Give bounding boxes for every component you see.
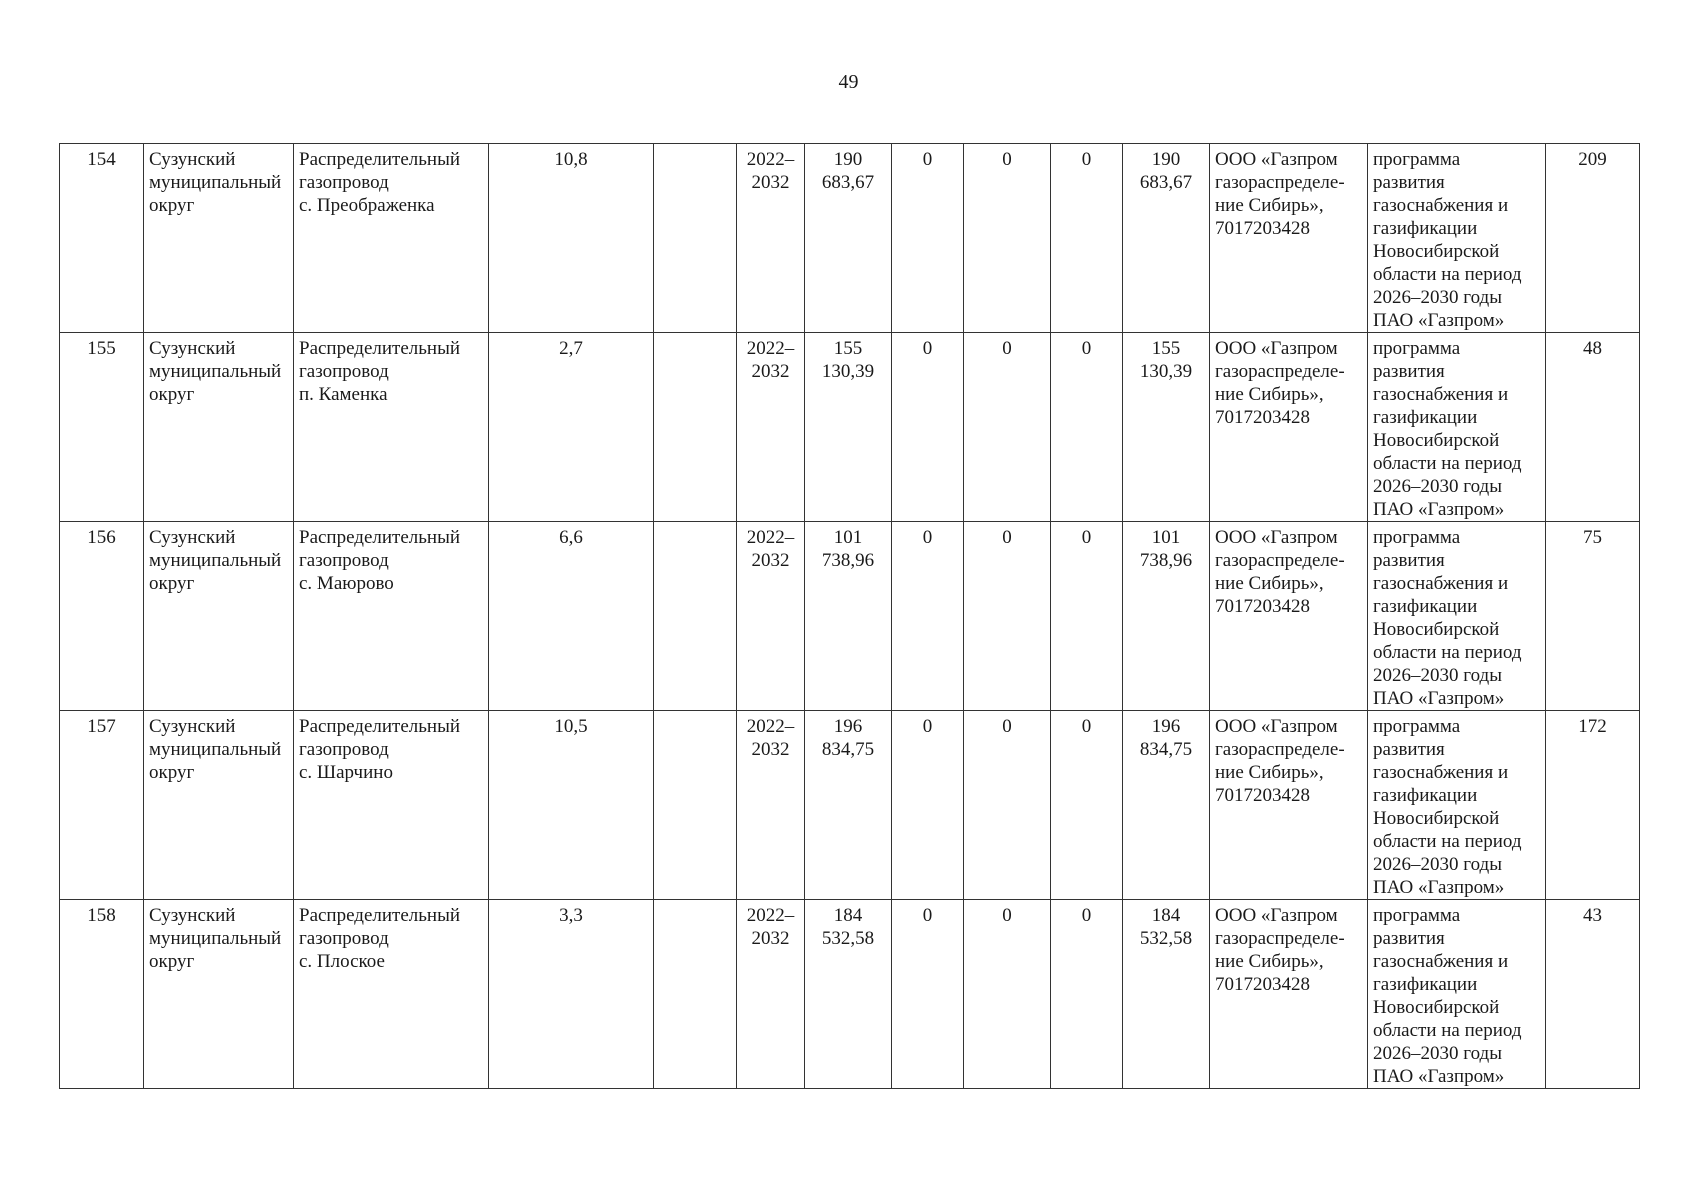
cell-district-line: муниципальный bbox=[149, 739, 282, 760]
cell-program-line: газоснабжения и bbox=[1373, 951, 1509, 972]
cell-district-line: Сузунский bbox=[149, 527, 236, 548]
cell-operator-line: газораспределе- bbox=[1215, 172, 1345, 193]
cell-program-line: программа bbox=[1373, 338, 1461, 359]
cell-object-line: Распределительный bbox=[299, 527, 461, 548]
cell-program-line: ПАО «Газпром» bbox=[1373, 499, 1505, 520]
cell-program-line: газоснабжения и bbox=[1373, 762, 1509, 783]
cell-program bbox=[1368, 522, 1546, 711]
cell-district-line: округ bbox=[149, 573, 195, 594]
cell-value-4-line: 184 bbox=[1151, 905, 1181, 926]
data-table bbox=[59, 143, 1640, 1089]
cell-period bbox=[737, 900, 805, 1089]
cell-period-line: 2032 bbox=[751, 739, 790, 760]
cell-program-line: газоснабжения и bbox=[1373, 195, 1509, 216]
table-row bbox=[60, 333, 1640, 522]
cell-district-line: округ bbox=[149, 762, 195, 783]
cell-value-3: 0 bbox=[1051, 144, 1123, 333]
cell-program-line: 2026–2030 годы bbox=[1373, 1043, 1502, 1064]
cell-district-line: Сузунский bbox=[149, 149, 236, 170]
cell-value-4-line: 101 bbox=[1151, 527, 1181, 548]
cell-object bbox=[294, 522, 489, 711]
cell-program bbox=[1368, 333, 1546, 522]
cell-program-line: области на период bbox=[1373, 264, 1522, 285]
cell-object-line: газопровод bbox=[299, 550, 389, 571]
cell-operator bbox=[1210, 900, 1368, 1089]
cell-program bbox=[1368, 711, 1546, 900]
cell-last: 209 bbox=[1546, 144, 1640, 333]
cell-object-line: газопровод bbox=[299, 172, 389, 193]
cell-row-number: 157 bbox=[60, 711, 144, 900]
cell-object-line: с. Шарчино bbox=[299, 762, 393, 783]
cell-object-line: с. Плоское bbox=[299, 951, 385, 972]
cell-program bbox=[1368, 144, 1546, 333]
cell-district-line: округ bbox=[149, 195, 195, 216]
cell-operator-line: 7017203428 bbox=[1215, 974, 1310, 995]
cell-program-line: Новосибирской bbox=[1373, 241, 1500, 262]
cell-value-4-line: 155 bbox=[1151, 338, 1181, 359]
cell-row-number: 156 bbox=[60, 522, 144, 711]
cell-operator-line: газораспределе- bbox=[1215, 550, 1345, 571]
cell-operator-line: 7017203428 bbox=[1215, 785, 1310, 806]
cell-total bbox=[805, 711, 892, 900]
cell-district bbox=[144, 333, 294, 522]
cell-program-line: ПАО «Газпром» bbox=[1373, 310, 1505, 331]
cell-object-line: газопровод bbox=[299, 361, 389, 382]
cell-total-line: 101 bbox=[833, 527, 863, 548]
cell-value-3: 0 bbox=[1051, 522, 1123, 711]
cell-program-line: развития bbox=[1373, 172, 1445, 193]
cell-value-3: 0 bbox=[1051, 333, 1123, 522]
cell-period bbox=[737, 711, 805, 900]
page-number: 49 bbox=[838, 71, 859, 93]
cell-district-line: муниципальный bbox=[149, 361, 282, 382]
cell-object bbox=[294, 144, 489, 333]
cell-operator bbox=[1210, 711, 1368, 900]
cell-total-line: 184 bbox=[833, 905, 863, 926]
cell-program-line: программа bbox=[1373, 716, 1461, 737]
cell-program-line: газификации bbox=[1373, 218, 1478, 239]
cell-operator-line: газораспределе- bbox=[1215, 361, 1345, 382]
cell-period-line: 2032 bbox=[751, 928, 790, 949]
cell-value-1: 0 bbox=[892, 144, 964, 333]
cell-value-4 bbox=[1123, 711, 1210, 900]
cell-value-4 bbox=[1123, 144, 1210, 333]
cell-program-line: ПАО «Газпром» bbox=[1373, 688, 1505, 709]
cell-object bbox=[294, 711, 489, 900]
cell-operator-line: 7017203428 bbox=[1215, 218, 1310, 239]
cell-period-line: 2022– bbox=[746, 149, 795, 170]
cell-operator bbox=[1210, 144, 1368, 333]
cell-empty bbox=[654, 900, 737, 1089]
cell-total-line: 190 bbox=[833, 149, 863, 170]
cell-value-4-line: 834,75 bbox=[1139, 739, 1193, 760]
cell-district bbox=[144, 900, 294, 1089]
cell-operator-line: ние Сибирь», bbox=[1215, 573, 1324, 594]
cell-object-line: с. Преображенка bbox=[299, 195, 435, 216]
cell-program-line: Новосибирской bbox=[1373, 619, 1500, 640]
cell-operator-line: ООО «Газпром bbox=[1215, 338, 1338, 359]
cell-period-line: 2032 bbox=[751, 361, 790, 382]
cell-object-line: Распределительный bbox=[299, 149, 461, 170]
cell-operator-line: ООО «Газпром bbox=[1215, 716, 1338, 737]
cell-operator-line: ООО «Газпром bbox=[1215, 527, 1338, 548]
cell-district-line: муниципальный bbox=[149, 550, 282, 571]
cell-period bbox=[737, 522, 805, 711]
cell-period bbox=[737, 333, 805, 522]
cell-period-line: 2032 bbox=[751, 550, 790, 571]
cell-period-line: 2022– bbox=[746, 527, 795, 548]
cell-total-line: 834,75 bbox=[821, 739, 875, 760]
cell-value-4-line: 196 bbox=[1151, 716, 1181, 737]
cell-program-line: ПАО «Газпром» bbox=[1373, 1066, 1505, 1087]
cell-last: 48 bbox=[1546, 333, 1640, 522]
cell-value-4-line: 190 bbox=[1151, 149, 1181, 170]
cell-total bbox=[805, 900, 892, 1089]
cell-object bbox=[294, 333, 489, 522]
cell-empty bbox=[654, 711, 737, 900]
cell-value-1: 0 bbox=[892, 333, 964, 522]
cell-length: 6,6 bbox=[489, 522, 654, 711]
cell-total-line: 196 bbox=[833, 716, 863, 737]
cell-row-number: 155 bbox=[60, 333, 144, 522]
cell-program-line: ПАО «Газпром» bbox=[1373, 877, 1505, 898]
cell-value-3: 0 bbox=[1051, 900, 1123, 1089]
cell-program-line: области на период bbox=[1373, 831, 1522, 852]
cell-value-2: 0 bbox=[964, 333, 1051, 522]
cell-empty bbox=[654, 333, 737, 522]
table-row bbox=[60, 144, 1640, 333]
cell-program-line: 2026–2030 годы bbox=[1373, 854, 1502, 875]
cell-object-line: п. Каменка bbox=[299, 384, 388, 405]
cell-total-line: 683,67 bbox=[821, 172, 875, 193]
cell-program-line: 2026–2030 годы bbox=[1373, 287, 1502, 308]
cell-program-line: 2026–2030 годы bbox=[1373, 665, 1502, 686]
cell-last: 43 bbox=[1546, 900, 1640, 1089]
cell-program-line: программа bbox=[1373, 905, 1461, 926]
cell-last: 75 bbox=[1546, 522, 1640, 711]
cell-operator-line: 7017203428 bbox=[1215, 596, 1310, 617]
cell-empty bbox=[654, 522, 737, 711]
cell-program-line: развития bbox=[1373, 550, 1445, 571]
cell-period-line: 2032 bbox=[751, 172, 790, 193]
cell-program-line: газификации bbox=[1373, 596, 1478, 617]
cell-district-line: муниципальный bbox=[149, 928, 282, 949]
cell-operator-line: ние Сибирь», bbox=[1215, 762, 1324, 783]
cell-object-line: с. Маюрово bbox=[299, 573, 394, 594]
cell-object-line: газопровод bbox=[299, 928, 389, 949]
cell-value-4 bbox=[1123, 333, 1210, 522]
cell-district bbox=[144, 522, 294, 711]
cell-program-line: Новосибирской bbox=[1373, 430, 1500, 451]
cell-district-line: округ bbox=[149, 384, 195, 405]
cell-value-2: 0 bbox=[964, 522, 1051, 711]
cell-operator-line: ООО «Газпром bbox=[1215, 905, 1338, 926]
cell-district-line: Сузунский bbox=[149, 905, 236, 926]
cell-operator-line: ние Сибирь», bbox=[1215, 951, 1324, 972]
cell-value-4-line: 738,96 bbox=[1139, 550, 1193, 571]
cell-value-2: 0 bbox=[964, 900, 1051, 1089]
cell-row-number: 154 bbox=[60, 144, 144, 333]
cell-length: 2,7 bbox=[489, 333, 654, 522]
cell-district bbox=[144, 711, 294, 900]
cell-operator-line: газораспределе- bbox=[1215, 928, 1345, 949]
cell-value-1: 0 bbox=[892, 522, 964, 711]
cell-length: 10,8 bbox=[489, 144, 654, 333]
cell-object-line: Распределительный bbox=[299, 716, 461, 737]
cell-operator-line: ние Сибирь», bbox=[1215, 384, 1324, 405]
cell-value-4-line: 683,67 bbox=[1139, 172, 1193, 193]
cell-value-1: 0 bbox=[892, 711, 964, 900]
cell-value-2: 0 bbox=[964, 144, 1051, 333]
cell-program-line: газификации bbox=[1373, 974, 1478, 995]
cell-empty bbox=[654, 144, 737, 333]
cell-district-line: округ bbox=[149, 951, 195, 972]
cell-object-line: Распределительный bbox=[299, 338, 461, 359]
cell-program-line: развития bbox=[1373, 928, 1445, 949]
cell-value-4 bbox=[1123, 900, 1210, 1089]
cell-object-line: Распределительный bbox=[299, 905, 461, 926]
table-row bbox=[60, 522, 1640, 711]
table-row bbox=[60, 711, 1640, 900]
cell-value-4-line: 130,39 bbox=[1139, 361, 1193, 382]
cell-district bbox=[144, 144, 294, 333]
cell-period-line: 2022– bbox=[746, 905, 795, 926]
cell-total bbox=[805, 144, 892, 333]
cell-object bbox=[294, 900, 489, 1089]
cell-total-line: 532,58 bbox=[821, 928, 875, 949]
cell-program-line: Новосибирской bbox=[1373, 997, 1500, 1018]
cell-program-line: развития bbox=[1373, 361, 1445, 382]
cell-total bbox=[805, 333, 892, 522]
cell-row-number: 158 bbox=[60, 900, 144, 1089]
cell-program-line: 2026–2030 годы bbox=[1373, 476, 1502, 497]
cell-district-line: муниципальный bbox=[149, 172, 282, 193]
cell-operator-line: 7017203428 bbox=[1215, 407, 1310, 428]
cell-length: 10,5 bbox=[489, 711, 654, 900]
cell-operator-line: ние Сибирь», bbox=[1215, 195, 1324, 216]
cell-length: 3,3 bbox=[489, 900, 654, 1089]
cell-program-line: области на период bbox=[1373, 1020, 1522, 1041]
cell-program-line: газификации bbox=[1373, 407, 1478, 428]
cell-value-2: 0 bbox=[964, 711, 1051, 900]
cell-program-line: области на период bbox=[1373, 453, 1522, 474]
cell-object-line: газопровод bbox=[299, 739, 389, 760]
cell-value-4 bbox=[1123, 522, 1210, 711]
cell-operator bbox=[1210, 522, 1368, 711]
cell-period-line: 2022– bbox=[746, 338, 795, 359]
cell-period-line: 2022– bbox=[746, 716, 795, 737]
cell-district-line: Сузунский bbox=[149, 338, 236, 359]
cell-operator-line: ООО «Газпром bbox=[1215, 149, 1338, 170]
cell-program-line: газификации bbox=[1373, 785, 1478, 806]
table-row bbox=[60, 900, 1640, 1089]
cell-program-line: газоснабжения и bbox=[1373, 384, 1509, 405]
cell-district-line: Сузунский bbox=[149, 716, 236, 737]
cell-program-line: газоснабжения и bbox=[1373, 573, 1509, 594]
cell-program-line: развития bbox=[1373, 739, 1445, 760]
cell-last: 172 bbox=[1546, 711, 1640, 900]
cell-total-line: 130,39 bbox=[821, 361, 875, 382]
cell-total-line: 738,96 bbox=[821, 550, 875, 571]
cell-total bbox=[805, 522, 892, 711]
cell-value-1: 0 bbox=[892, 900, 964, 1089]
cell-program-line: программа bbox=[1373, 149, 1461, 170]
cell-period bbox=[737, 144, 805, 333]
cell-value-3: 0 bbox=[1051, 711, 1123, 900]
table-body bbox=[60, 144, 1640, 1089]
cell-program-line: области на период bbox=[1373, 642, 1522, 663]
cell-program bbox=[1368, 900, 1546, 1089]
cell-operator bbox=[1210, 333, 1368, 522]
cell-program-line: Новосибирской bbox=[1373, 808, 1500, 829]
cell-operator-line: газораспределе- bbox=[1215, 739, 1345, 760]
cell-total-line: 155 bbox=[833, 338, 863, 359]
cell-value-4-line: 532,58 bbox=[1139, 928, 1193, 949]
cell-program-line: программа bbox=[1373, 527, 1461, 548]
